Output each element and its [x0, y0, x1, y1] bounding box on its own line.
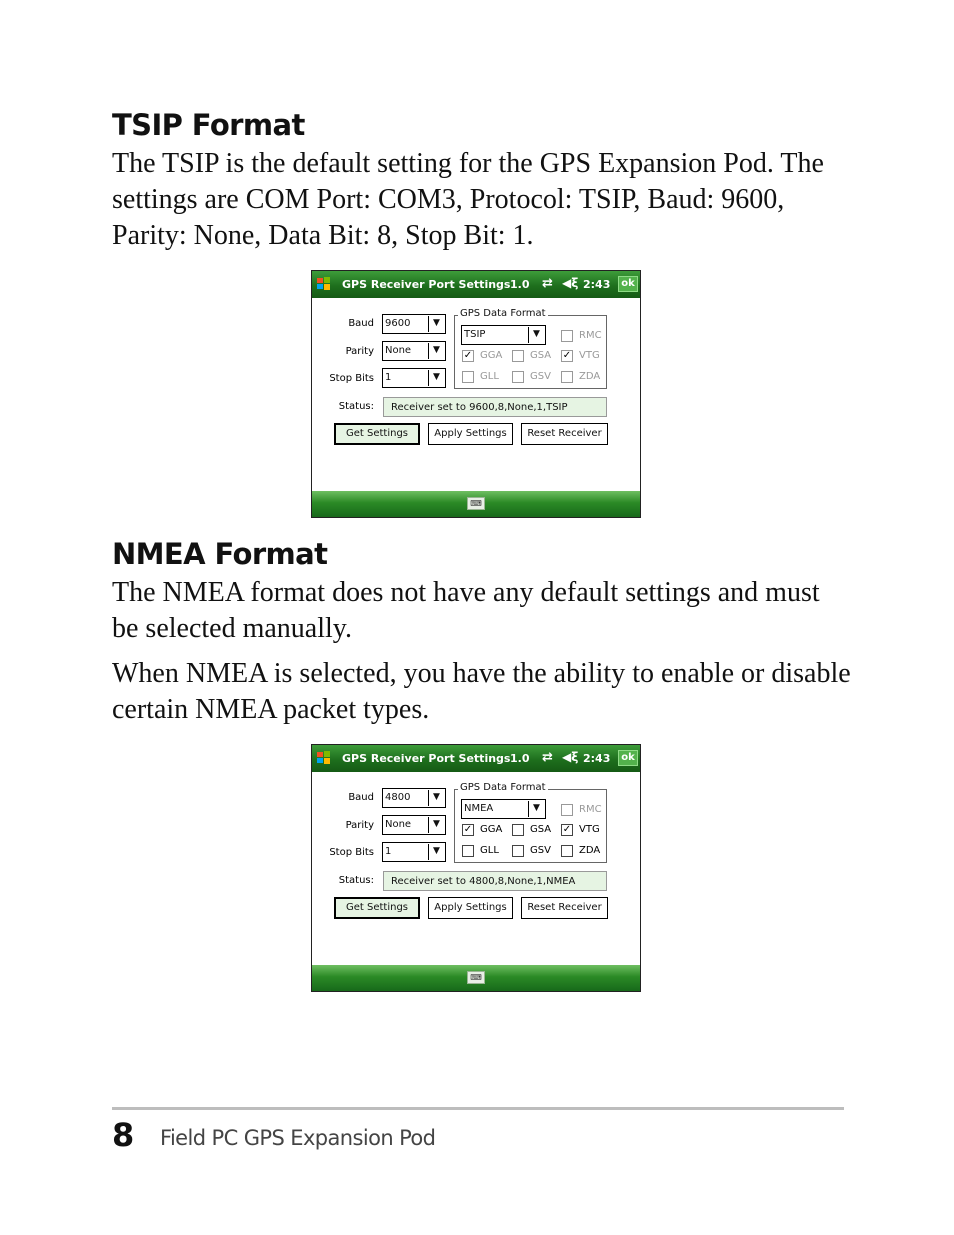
keyboard-icon[interactable]: ⌨ [467, 497, 485, 510]
title-bar [312, 745, 640, 772]
chevron-down-icon[interactable]: ▼ [428, 817, 444, 833]
parity-combo[interactable] [382, 815, 446, 835]
stop-bits-value: 1 [385, 846, 392, 857]
rmc-label: RMC [579, 330, 602, 341]
gll-checkbox[interactable] [462, 371, 474, 383]
bottom-bar [312, 491, 640, 517]
status-label: Status: [338, 401, 374, 412]
gsa-checkbox[interactable] [512, 824, 524, 836]
baud-label: Baud [348, 318, 374, 329]
vtg-checkbox[interactable]: ✓ [562, 824, 572, 835]
section-heading-tsip: TSIP Format [112, 108, 305, 142]
format-combo[interactable] [461, 799, 546, 819]
reset-receiver-button[interactable]: Reset Receiver [521, 423, 608, 445]
speaker-icon[interactable]: ◀ξ [562, 276, 579, 290]
parity-label: Parity [345, 346, 374, 357]
status-label: Status: [338, 875, 374, 886]
status-field [383, 397, 607, 417]
zda-label: ZDA [579, 371, 601, 382]
gga-checkbox[interactable]: ✓ [463, 350, 473, 361]
vtg-label: VTG [579, 824, 600, 835]
baud-value: 9600 [385, 318, 411, 329]
title-bar [312, 271, 640, 298]
vtg-label: VTG [579, 350, 600, 361]
tsip-paragraph: The TSIP is the default setting for the GPS Expansion Pod. The settings are COM Port: COM3, Protocol: TSIP, Baud: 9600, Parity: None, Data Bit: 8, Stop Bit: 1. [112, 148, 824, 251]
gsv-label: GSV [530, 845, 551, 856]
get-settings-button[interactable]: Get Settings [334, 423, 420, 445]
nmea-paragraph-1: The NMEA format does not have any default settings and must be selected manually. [112, 577, 820, 644]
chevron-down-icon[interactable]: ▼ [428, 844, 444, 860]
nmea-paragraph-2: When NMEA is selected, you have the ability to enable or disable certain NMEA packet types. [112, 658, 851, 725]
sync-icon[interactable]: ⇄ [542, 750, 553, 765]
chevron-down-icon[interactable]: ▼ [528, 801, 544, 817]
windows-start-icon[interactable] [316, 750, 332, 766]
gps-data-format-legend: GPS Data Format [460, 782, 546, 793]
gga-label: GGA [480, 350, 503, 361]
version-label: 1.0 [510, 278, 530, 291]
baud-combo[interactable] [382, 314, 446, 334]
vtg-checkbox[interactable]: ✓ [562, 350, 572, 361]
format-value: TSIP [464, 329, 486, 340]
format-value: NMEA [464, 803, 494, 814]
get-settings-button[interactable]: Get Settings [334, 897, 420, 919]
baud-label: Baud [348, 792, 374, 803]
nmea-settings-screenshot [311, 744, 641, 992]
stop-bits-combo[interactable] [382, 842, 446, 862]
keyboard-icon[interactable]: ⌨ [467, 971, 485, 984]
stop-bits-label: Stop Bits [329, 373, 374, 384]
gsv-checkbox[interactable] [512, 371, 524, 383]
tsip-settings-screenshot [311, 270, 641, 518]
gps-data-format-legend: GPS Data Format [460, 308, 546, 319]
apply-settings-button[interactable]: Apply Settings [428, 423, 513, 445]
baud-value: 4800 [385, 792, 411, 803]
windows-start-icon[interactable] [316, 276, 332, 292]
gsv-label: GSV [530, 371, 551, 382]
gll-label: GLL [480, 371, 499, 382]
parity-value: None [385, 345, 412, 356]
bottom-bar [312, 965, 640, 991]
speaker-icon[interactable]: ◀ξ [562, 750, 579, 764]
status-text: Receiver set to 9600,8,None,1,TSIP [391, 402, 568, 413]
parity-value: None [385, 819, 412, 830]
baud-combo[interactable] [382, 788, 446, 808]
section-heading-nmea: NMEA Format [112, 537, 328, 571]
gsa-checkbox[interactable] [512, 350, 524, 362]
stop-bits-combo[interactable] [382, 368, 446, 388]
gll-label: GLL [480, 845, 499, 856]
gsv-checkbox[interactable] [512, 845, 524, 857]
gll-checkbox[interactable] [462, 845, 474, 857]
gga-label: GGA [480, 824, 503, 835]
stop-bits-value: 1 [385, 372, 392, 383]
chevron-down-icon[interactable]: ▼ [528, 327, 544, 343]
footer-title: Field PC GPS Expansion Pod [160, 1126, 436, 1150]
rmc-label: RMC [579, 804, 602, 815]
chevron-down-icon[interactable]: ▼ [428, 316, 444, 332]
status-field [383, 871, 607, 891]
gsa-label: GSA [530, 824, 552, 835]
zda-checkbox[interactable] [561, 371, 573, 383]
ok-button[interactable]: ok [618, 276, 638, 292]
gga-checkbox[interactable]: ✓ [463, 824, 473, 835]
format-combo[interactable] [461, 325, 546, 345]
clock[interactable]: 2:43 [583, 278, 611, 291]
parity-combo[interactable] [382, 341, 446, 361]
rmc-checkbox[interactable] [561, 804, 573, 816]
chevron-down-icon[interactable]: ▼ [428, 370, 444, 386]
page-number: 8 [112, 1116, 135, 1154]
version-label: 1.0 [510, 752, 530, 765]
status-text: Receiver set to 4800,8,None,1,NMEA [391, 876, 576, 887]
rmc-checkbox[interactable] [561, 330, 573, 342]
zda-label: ZDA [579, 845, 601, 856]
window-title: GPS Receiver Port Settings [342, 278, 511, 291]
apply-settings-button[interactable]: Apply Settings [428, 897, 513, 919]
zda-checkbox[interactable] [561, 845, 573, 857]
footer-rule [112, 1107, 844, 1110]
stop-bits-label: Stop Bits [329, 847, 374, 858]
clock[interactable]: 2:43 [583, 752, 611, 765]
ok-button[interactable]: ok [618, 750, 638, 766]
sync-icon[interactable]: ⇄ [542, 276, 553, 291]
chevron-down-icon[interactable]: ▼ [428, 343, 444, 359]
gsa-label: GSA [530, 350, 552, 361]
reset-receiver-button[interactable]: Reset Receiver [521, 897, 608, 919]
window-title: GPS Receiver Port Settings [342, 752, 511, 765]
chevron-down-icon[interactable]: ▼ [428, 790, 444, 806]
parity-label: Parity [345, 820, 374, 831]
